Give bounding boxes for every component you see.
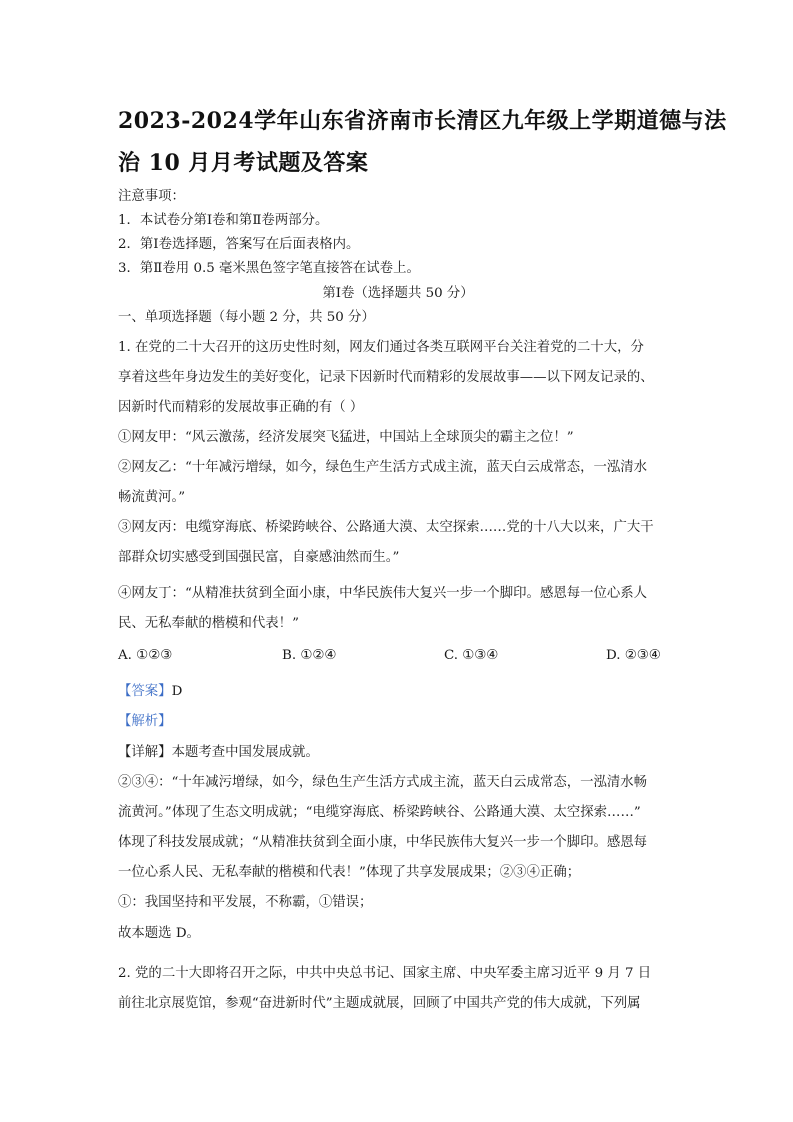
q1-detail bbox=[118, 741, 678, 760]
analysis-label: 【解析】 bbox=[118, 714, 172, 729]
document-title-line-1: 2023-2024学年山东省济南市长清区九年级上学期道德与法 bbox=[118, 108, 727, 134]
q2-stem-line-1: 2. 党的二十大即将召开之际，中共中央总书记、国家主席、中央军委主席习近平 9 月 7 日 bbox=[118, 966, 652, 981]
detail-text: 本题考查中国发展成就。 bbox=[171, 745, 319, 760]
q1-stem-line-1: 1. 在党的二十大召开的这历史性时刻，网友们通过各类互联网平台关注着党的二十大，分 bbox=[118, 340, 644, 355]
q1-statement-1: ①网友甲：“风云激荡，经济发展突飞猛进，中国站上全球顶尖的霸主之位！” bbox=[118, 430, 574, 445]
part-title: 一、单项选择题（每小题 2 分，共 50 分） bbox=[118, 310, 375, 325]
q1-explanation-line-4: 一位心系人民、无私奉献的楷模和代表！”体现了共享发展成果；②③④正确； bbox=[118, 865, 581, 880]
q1-explanation-line-6: 故本题选 D。 bbox=[118, 926, 200, 941]
q1-option-c: C. ①③④ bbox=[444, 648, 499, 663]
section-title: 第Ⅰ卷（选择题共 50 分） bbox=[322, 286, 474, 301]
q1-stem-line-3: 因新时代而精彩的发展故事正确的有（ ） bbox=[118, 400, 364, 415]
q1-explanation-line-5: ①：我国坚持和平发展，不称霸，①错误； bbox=[118, 895, 373, 910]
q1-explanation-line-1: ②③④：“十年减污增绿，如今，绿色生产生活方式成主流，蓝天白云成常态，一泓清水畅 bbox=[118, 775, 648, 790]
answer-label: 【答案】 bbox=[118, 684, 172, 699]
q1-statement-2-line-2: 畅流黄河。” bbox=[118, 490, 186, 505]
q1-statement-4-line-2: 民、无私奉献的楷模和代表！” bbox=[118, 616, 299, 631]
answer-value: D bbox=[171, 684, 183, 699]
q1-statement-3-line-1: ③网友丙：电缆穿海底、桥梁跨峡谷、公路通大漠、太空探索……党的十八大以来，广大干 bbox=[118, 520, 654, 535]
notice-item-1: 1．本试卷分第Ⅰ卷和第Ⅱ卷两部分。 bbox=[118, 213, 329, 228]
q1-statement-2-line-1: ②网友乙：“十年减污增绿，如今，绿色生产生活方式成主流，蓝天白云成常态，一泓清水 bbox=[118, 460, 648, 475]
q1-option-a: A. ①②③ bbox=[118, 648, 173, 663]
q2-stem-line-2: 前往北京展览馆，参观“奋进新时代”主题成就展，回顾了中国共产党的伟大成就，下列属 bbox=[118, 996, 641, 1011]
q1-option-b: B. ①②④ bbox=[282, 648, 337, 663]
document-title-line-2: 治 10 月月考试题及答案 bbox=[118, 150, 369, 176]
detail-label: 【详解】 bbox=[118, 745, 172, 760]
q1-answer bbox=[118, 680, 678, 699]
notice-heading: 注意事项： bbox=[118, 189, 185, 204]
q1-option-d: D. ②③④ bbox=[606, 648, 661, 663]
notice-item-2: 2．第Ⅰ卷选择题，答案写在后面表格内。 bbox=[118, 237, 360, 252]
q1-statement-4-line-1: ④网友丁：“从精准扶贫到全面小康，中华民族伟大复兴一步一个脚印。感恩每一位心系人 bbox=[118, 586, 648, 601]
q1-explanation-line-3: 体现了科技发展成就；“从精准扶贫到全面小康，中华民族伟大复兴一步一个脚印。感恩每 bbox=[118, 835, 648, 850]
q1-stem-line-2: 享着这些年身边发生的美好变化，记录下因新时代而精彩的发展故事——以下网友记录的、 bbox=[118, 370, 654, 385]
q1-analysis bbox=[118, 710, 678, 729]
notice-item-3: 3．第Ⅱ卷用 0.5 毫米黑色签字笔直接答在试卷上。 bbox=[118, 261, 420, 276]
q1-statement-3-line-2: 部群众切实感受到国强民富，自豪感油然而生。” bbox=[118, 550, 400, 565]
q1-explanation-line-2: 流黄河。”体现了生态文明成就；“电缆穿海底、桥梁跨峡谷、公路通大漠、太空探索……” bbox=[118, 805, 641, 820]
